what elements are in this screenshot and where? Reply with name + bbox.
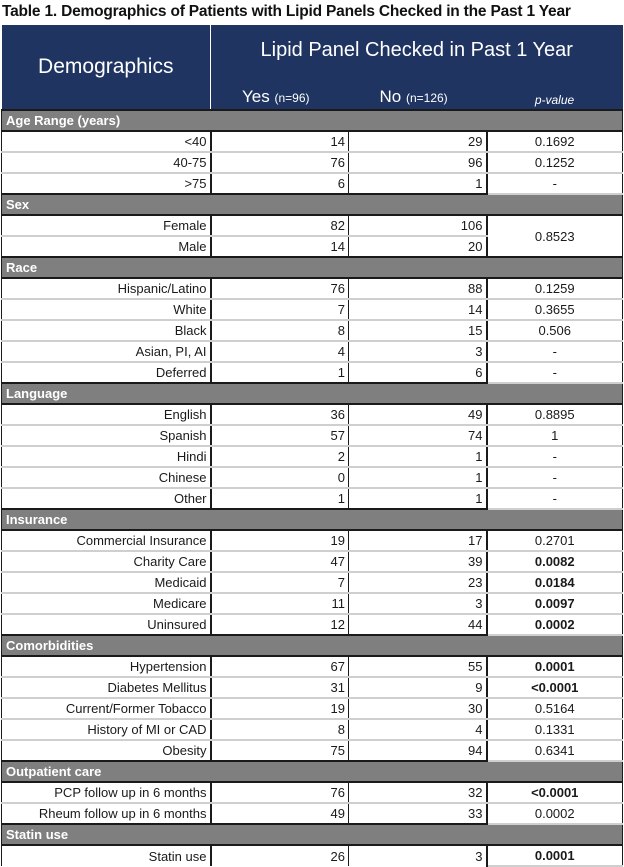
no-count: 1 [349, 173, 487, 194]
p-value: 0.3655 [487, 299, 623, 320]
p-value: 0.8895 [487, 404, 623, 425]
yes-count: 19 [211, 530, 349, 551]
p-value: 0.0002 [487, 614, 623, 635]
yes-column-header [211, 80, 349, 110]
section-header-row [2, 635, 623, 656]
section-header-row [2, 194, 623, 215]
table-row [2, 446, 623, 467]
no-count: 94 [349, 740, 487, 761]
table-row [2, 656, 623, 677]
yes-count: 6 [211, 173, 349, 194]
table-row [2, 425, 623, 446]
row-label: Medicare [2, 593, 211, 614]
no-count: 39 [349, 551, 487, 572]
demographics-header: Demographics [2, 25, 211, 110]
yes-count: 11 [211, 593, 349, 614]
p-value: 0.506 [487, 320, 623, 341]
row-label: Hispanic/Latino [2, 278, 211, 299]
yes-count: 26 [211, 845, 349, 866]
row-label: Hindi [2, 446, 211, 467]
row-label: Charity Care [2, 551, 211, 572]
table-row [2, 404, 623, 425]
yes-count: 82 [211, 215, 349, 236]
yes-count: 76 [211, 278, 349, 299]
section-header-row [2, 761, 623, 782]
section-title: Comorbidities [2, 635, 623, 656]
p-value: 0.1259 [487, 278, 623, 299]
section-header-row [2, 509, 623, 530]
p-value: 0.8523 [487, 215, 623, 257]
no-count: 6 [349, 362, 487, 383]
p-value: <0.0001 [487, 782, 623, 803]
p-value: - [487, 488, 623, 509]
table-row [2, 677, 623, 698]
yes-count: 1 [211, 488, 349, 509]
yes-count: 1 [211, 362, 349, 383]
yes-count: 0 [211, 467, 349, 488]
table-row [2, 551, 623, 572]
section-title: Statin use [2, 824, 623, 845]
yes-count: 7 [211, 299, 349, 320]
yes-count: 75 [211, 740, 349, 761]
yes-count: 36 [211, 404, 349, 425]
table-row [2, 488, 623, 509]
p-value: - [487, 173, 623, 194]
table-row [2, 593, 623, 614]
no-count: 14 [349, 299, 487, 320]
table-row [2, 173, 623, 194]
table-row [2, 299, 623, 320]
section-header-row [2, 110, 623, 131]
row-label: Medicaid [2, 572, 211, 593]
no-count: 1 [349, 446, 487, 467]
no-count: 1 [349, 488, 487, 509]
no-count: 74 [349, 425, 487, 446]
section-header-row [2, 824, 623, 845]
no-count: 3 [349, 593, 487, 614]
no-count: 32 [349, 782, 487, 803]
p-value: 0.1252 [487, 152, 623, 173]
no-label: No [379, 87, 402, 106]
row-label: Female [2, 215, 211, 236]
yes-count: 4 [211, 341, 349, 362]
row-label: Statin use [2, 845, 211, 866]
yes-count: 31 [211, 677, 349, 698]
yes-count: 8 [211, 719, 349, 740]
section-title: Sex [2, 194, 623, 215]
table-row [2, 131, 623, 152]
yes-count: 19 [211, 698, 349, 719]
table-row [2, 278, 623, 299]
table-row [2, 740, 623, 761]
table-row [2, 152, 623, 173]
row-label: Spanish [2, 425, 211, 446]
p-value: - [487, 362, 623, 383]
table-row [2, 467, 623, 488]
p-value: 0.5164 [487, 698, 623, 719]
yes-count: 8 [211, 320, 349, 341]
row-label: Rheum follow up in 6 months [2, 803, 211, 824]
row-label: Obesity [2, 740, 211, 761]
row-label: White [2, 299, 211, 320]
p-value: 0.0097 [487, 593, 623, 614]
row-label: Chinese [2, 467, 211, 488]
row-label: Black [2, 320, 211, 341]
pvalue-column-header: p-value [487, 80, 623, 110]
table-row [2, 614, 623, 635]
p-value: - [487, 341, 623, 362]
p-value: 0.1692 [487, 131, 623, 152]
row-label: Diabetes Mellitus [2, 677, 211, 698]
section-header-row [2, 257, 623, 278]
no-count: 15 [349, 320, 487, 341]
row-label: Deferred [2, 362, 211, 383]
row-label: Uninsured [2, 614, 211, 635]
section-header-row [2, 383, 623, 404]
yes-count: 76 [211, 152, 349, 173]
no-count: 88 [349, 278, 487, 299]
row-label: Current/Former Tobacco [2, 698, 211, 719]
table-row [2, 572, 623, 593]
yes-n: (n=96) [274, 91, 310, 105]
no-count: 23 [349, 572, 487, 593]
group-header: Lipid Panel Checked in Past 1 Year [211, 25, 623, 80]
yes-count: 67 [211, 656, 349, 677]
no-count: 17 [349, 530, 487, 551]
yes-count: 2 [211, 446, 349, 467]
section-title: Language [2, 383, 623, 404]
row-label: History of MI or CAD [2, 719, 211, 740]
table-row [2, 803, 623, 824]
table-row [2, 341, 623, 362]
no-column-header [349, 80, 487, 110]
row-label: Commercial Insurance [2, 530, 211, 551]
p-value: - [487, 446, 623, 467]
section-title: Age Range (years) [2, 110, 623, 131]
p-value: 0.0001 [487, 845, 623, 866]
yes-count: 49 [211, 803, 349, 824]
p-value: <0.0001 [487, 677, 623, 698]
yes-count: 7 [211, 572, 349, 593]
table-row [2, 782, 623, 803]
row-label: English [2, 404, 211, 425]
row-label: <40 [2, 131, 211, 152]
yes-count: 14 [211, 236, 349, 257]
p-value: 0.1331 [487, 719, 623, 740]
row-label: Hypertension [2, 656, 211, 677]
no-count: 96 [349, 152, 487, 173]
p-value: 1 [487, 425, 623, 446]
no-count: 30 [349, 698, 487, 719]
section-title: Outpatient care [2, 761, 623, 782]
yes-count: 12 [211, 614, 349, 635]
yes-count: 47 [211, 551, 349, 572]
no-count: 49 [349, 404, 487, 425]
row-label: Male [2, 236, 211, 257]
table-row [2, 530, 623, 551]
yes-label: Yes [242, 87, 270, 106]
demographics-table [1, 25, 623, 867]
table-row [2, 698, 623, 719]
no-count: 29 [349, 131, 487, 152]
no-count: 9 [349, 677, 487, 698]
section-title: Insurance [2, 509, 623, 530]
no-count: 1 [349, 467, 487, 488]
row-label: 40-75 [2, 152, 211, 173]
table-row [2, 215, 623, 236]
no-count: 20 [349, 236, 487, 257]
p-value: 0.0002 [487, 803, 623, 824]
no-count: 33 [349, 803, 487, 824]
no-count: 3 [349, 845, 487, 866]
yes-count: 76 [211, 782, 349, 803]
no-count: 106 [349, 215, 487, 236]
no-count: 55 [349, 656, 487, 677]
table-title: Table 1. Demographics of Patients with Lipid Panels Checked in the Past 1 Year [2, 3, 571, 20]
no-n: (n=126) [405, 91, 448, 105]
p-value: 0.6341 [487, 740, 623, 761]
row-label: Other [2, 488, 211, 509]
row-label: >75 [2, 173, 211, 194]
yes-count: 14 [211, 131, 349, 152]
table-row [2, 362, 623, 383]
no-count: 4 [349, 719, 487, 740]
row-label: PCP follow up in 6 months [2, 782, 211, 803]
p-value: - [487, 467, 623, 488]
section-title: Race [2, 257, 623, 278]
p-value: 0.0082 [487, 551, 623, 572]
p-value: 0.0184 [487, 572, 623, 593]
table-row [2, 719, 623, 740]
table-header-row [2, 25, 623, 80]
p-value: 0.2701 [487, 530, 623, 551]
no-count: 3 [349, 341, 487, 362]
p-value: 0.0001 [487, 656, 623, 677]
row-label: Asian, PI, AI [2, 341, 211, 362]
yes-count: 57 [211, 425, 349, 446]
no-count: 44 [349, 614, 487, 635]
table-row [2, 320, 623, 341]
